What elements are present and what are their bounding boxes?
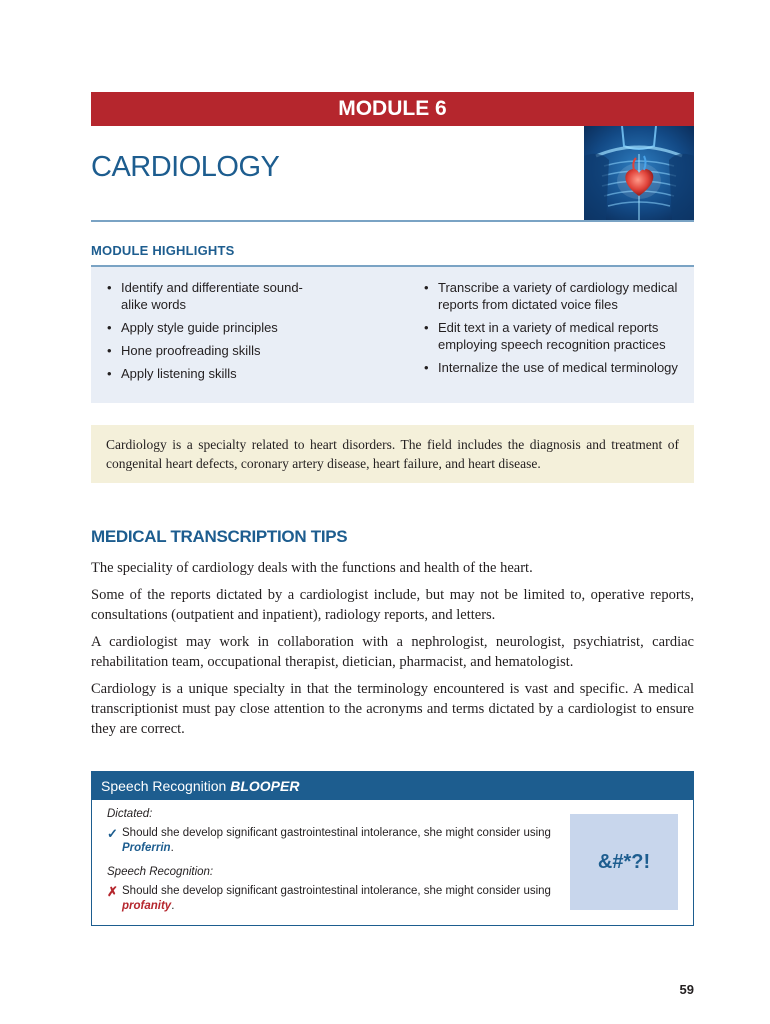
paragraph: The speciality of cardiology deals with the functions and health of the heart. xyxy=(91,560,533,576)
blooper-title-emphasis: BLOOPER xyxy=(230,778,300,794)
tips-body xyxy=(91,558,694,746)
list-item: • Edit text in a variety of medical reports employing speech recognition practices xyxy=(422,319,687,353)
paragraph: A cardiologist may work in collaboration with a nephrologist, neurologist, psychiatrist, cardiac rehabilitation team, occupational therapist, dietician, pharmacist, and hematologist. xyxy=(91,634,694,670)
dictated-line xyxy=(107,826,572,856)
list-item: • Apply listening skills xyxy=(105,365,305,382)
dictated-label: Dictated: xyxy=(107,808,153,820)
intro-box xyxy=(91,425,694,483)
list-item: • Identify and differentiate sound-alike words xyxy=(105,279,305,313)
intro-text: Cardiology is a specialty related to heart disorders. The field includes the diagnosis and treatment of congenital heart defects, coronary artery disease, heart failure, and heart disease. xyxy=(106,437,679,471)
check-icon: ✓ xyxy=(107,826,118,841)
list-item: • Hone proofreading skills xyxy=(105,342,305,359)
list-item: • Transcribe a variety of cardiology medical reports from dictated voice files xyxy=(422,279,687,313)
chapter-title: CARDIOLOGY xyxy=(91,151,280,183)
page-number: 59 xyxy=(679,982,694,997)
dictated-text: Should she develop significant gastrointestinal intolerance, she might consider using xyxy=(122,827,551,839)
dictated-keyword: Proferrin xyxy=(122,842,171,854)
recognition-label: Speech Recognition: xyxy=(107,866,214,878)
highlights-box xyxy=(91,265,694,403)
recognition-keyword: profanity xyxy=(122,900,172,912)
recognition-text: Should she develop significant gastrointestinal intolerance, she might consider using xyxy=(122,885,551,897)
blooper-title-prefix: Speech Recognition xyxy=(101,778,227,794)
module-banner: MODULE 6 xyxy=(91,92,694,126)
paragraph: Cardiology is a unique specialty in that the terminology encountered is vast and specific. A medical transcriptionist must pay close attention to the acronyms and terms dictated by a cardiologist to ensure they are correct. xyxy=(91,681,694,737)
list-item: • Internalize the use of medical terminology xyxy=(422,359,687,376)
symbol-box: &#*?! xyxy=(570,814,678,910)
recognition-line xyxy=(107,884,572,914)
recognition-period: . xyxy=(171,900,175,912)
highlights-right-list xyxy=(422,279,687,382)
cross-icon: ✗ xyxy=(107,884,118,899)
list-item: • Apply style guide principles xyxy=(105,319,305,336)
highlights-heading: MODULE HIGHLIGHTS xyxy=(91,243,235,258)
title-rule xyxy=(91,220,694,222)
paragraph: Some of the reports dictated by a cardiologist include, but may not be limited to, operative reports, consultations (outpatient and inpatient), radiology reports, and letters. xyxy=(91,587,694,623)
blooper-header xyxy=(92,772,693,800)
tips-heading: MEDICAL TRANSCRIPTION TIPS xyxy=(91,527,348,546)
dictated-period: . xyxy=(170,842,174,854)
highlights-left-list xyxy=(105,279,305,388)
chest-xray-heart-illustration xyxy=(584,126,694,221)
blooper-box xyxy=(91,771,694,926)
